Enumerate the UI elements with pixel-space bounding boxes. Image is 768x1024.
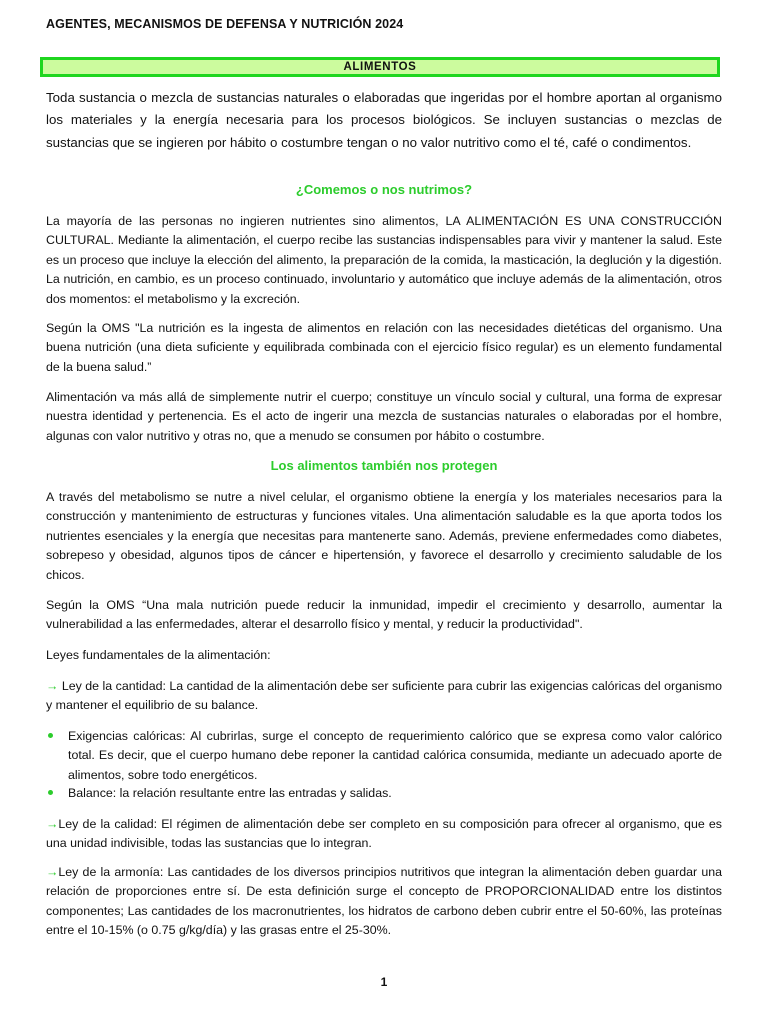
list-item [68,784,722,803]
document-title: AGENTES, MECANISMOS DE DEFENSA Y NUTRICIÓN 2024 [46,17,404,31]
law-harmony-text: Ley de la armonía: Las cantidades de los diversos principios nutritivos que integran la alimentación deben guardar una relación de proporciones entre sí. De esta definición surge el concepto de PROPORCIONALIDAD entre los distintos componentes; Las cantidades de los macronutrientes, los hidratos de carbono deben cubrir entre el 50-60%, las proteínas entre el 10-15% (o 0.75 g/kg/día) y las grasas entre el 25-30%. [46,865,722,938]
heading-alimentos-protegen: Los alimentos también nos protegen [270,458,498,473]
paragraph-oms-mala-nutricion: Según la OMS “Una mala nutrición puede reducir la inmunidad, impedir el crecimiento y desarrollo, aumentar la vulnerabilidad a las enfermedades, alterar el desarrollo físico y mental, y reducir la productividad". [46,598,722,632]
bullet-text: Balance: la relación resultante entre las entradas y salidas. [68,786,392,800]
paragraph-leyes-intro: Leyes fundamentales de la alimentación: [46,648,271,662]
arrow-icon: → [46,817,59,831]
bullet-icon [48,733,53,738]
bullet-icon [48,790,53,795]
law-quality [46,815,722,854]
heading-comemos: ¿Comemos o nos nutrimos? [295,182,473,197]
arrow-icon: → [46,865,59,879]
list-item [68,727,722,785]
arrow-icon: → [46,679,59,693]
intro-paragraph: Toda sustancia o mezcla de sustancias naturales o elaboradas que ingeridas por el hombre aportan al organismo los materiales y la energía necesaria para los procesos biológicos. Se incluyen sustancias o mezclas de sustancias que se ingieren por hábito o costumbre tengan o no valor nutritivo como el té, café o condimentos. [46,90,722,150]
law-quantity [46,677,722,716]
bullet-text: Exigencias calóricas: Al cubrirlas, surge el concepto de requerimiento calórico que se expresa como valor calórico total. Es decir, que el cuerpo humano debe reponer la cantidad calórica consumida, mediante un adecuado aporte de alimentos, sobre todo energéticos. [68,729,722,782]
paragraph-oms-nutricion: Según la OMS "La nutrición es la ingesta de alimentos en relación con las necesidades dietéticas del organismo. Una buena nutrición (una dieta suficiente y equilibrada combinada con el ejercicio físico regular) es un elemento fundamental de la buena salud.” [46,321,722,374]
law-harmony [46,863,722,941]
law-quantity-text: Ley de la cantidad: La cantidad de la alimentación debe ser suficiente para cubrir las exigencias calóricas del organismo y mantener el equilibrio de su balance. [46,679,722,713]
law-quality-text: Ley de la calidad: El régimen de alimentación debe ser completo en su composición para ofrecer al organismo, que es una unidad indivisible, todas las sustancias que lo integran. [46,817,722,851]
paragraph-alimentacion-vinculo: Alimentación va más allá de simplemente nutrir el cuerpo; constituye un vínculo social y cultural, una forma de expresar nuestra identidad y pertenencia. Es el acto de ingerir una mezcla de sustancias naturales o elaboradas por el hombre, algunas con valor nutritivo y otras no, que a menudo se consumen por hábito o costumbre. [46,390,722,443]
section-banner: ALIMENTOS [40,57,720,77]
paragraph-metabolismo: A través del metabolismo se nutre a nivel celular, el organismo obtiene la energía y los materiales necesarios para la construcción y mantenimiento de estructuras y funciones vitales. Una alimentación saludable es la que aporta todos los nutrientes esenciales y la energía que necesitas para mantenerte sano. Además, previene enfermedades como diabetes, sobrepeso y obesidad, algunos tipos de cáncer e hipertensión, y favorece el desarrollo y crecimiento saludable de los chicos. [46,490,722,582]
paragraph-alimentacion-cultural: La mayoría de las personas no ingieren nutrientes sino alimentos, LA ALIMENTACIÓN ES UNA CONSTRUCCIÓN CULTURAL. Mediante la alimentación, el cuerpo recibe las sustancias indispensables para vivir y mantener la salud. Este es un proceso que incluye la elección del alimento, la preparación de la comida, la masticación, la deglución y la digestión. La nutrición, en cambio, es un proceso continuado, involuntario y automático que incluye además de la alimentación, otros dos momentos: el metabolismo y la excreción. [46,214,722,306]
page-number: 1 [380,975,388,989]
